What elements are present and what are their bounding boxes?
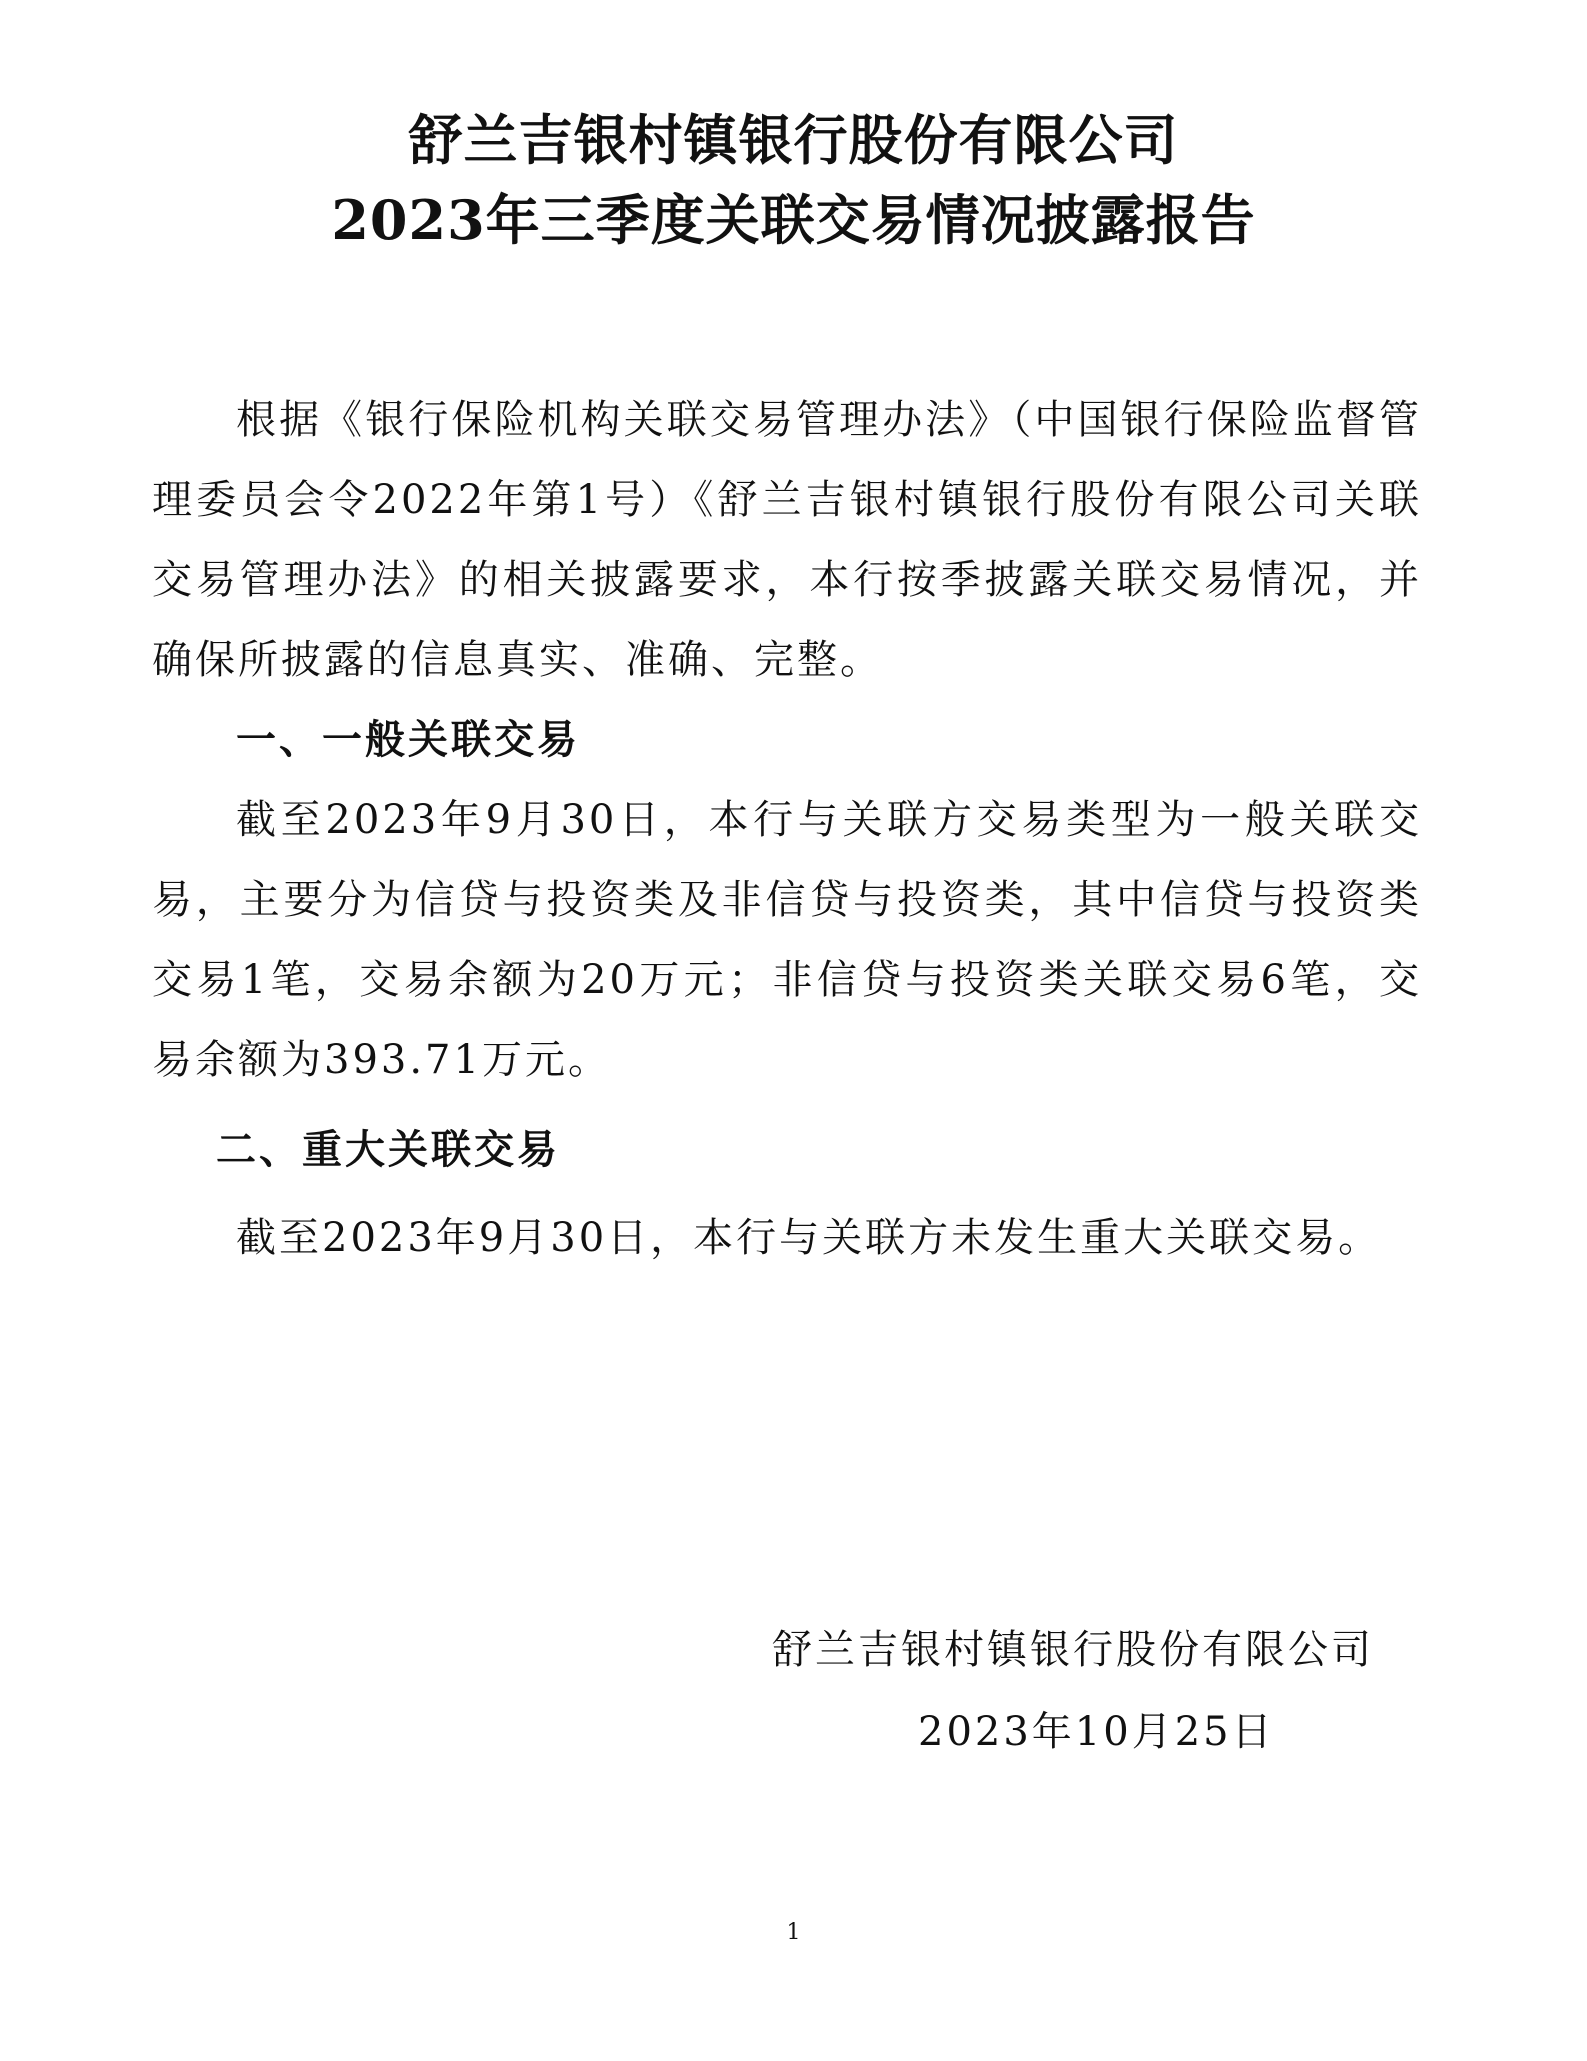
document-title-line2: 2023年三季度关联交易情况披露报告 xyxy=(331,188,1256,252)
document-title-line1: 舒兰吉银村镇银行股份有限公司 xyxy=(408,108,1179,172)
signature-date: 2023年10月25日 xyxy=(918,1709,1275,1755)
section1-heading: 一、一般关联交易 xyxy=(236,716,580,763)
section2-heading: 二、重大关联交易 xyxy=(216,1126,560,1173)
intro-paragraph: 根据《银行保险机构关联交易管理办法》（中国银行保险监督管理委员会令2022年第1号）《舒兰吉银村镇银行股份有限公司关联交易管理办法》的相关披露要求，本行按季披露关联交易情况，并确保所披露的信息真实、准确、完整。 xyxy=(152,397,1422,683)
section1-paragraph: 截至2023年9月30日，本行与关联方交易类型为一般关联交易，主要分为信贷与投资类及非信贷与投资类，其中信贷与投资类交易1笔，交易余额为20万元；非信贷与投资类关联交易6笔，交易余额为393.71万元。 xyxy=(152,797,1422,1083)
section2-paragraph: 截至2023年9月30日，本行与关联方未发生重大关联交易。 xyxy=(236,1215,1382,1261)
signature-organization: 舒兰吉银村镇银行股份有限公司 xyxy=(772,1627,1374,1673)
page-number: 1 xyxy=(786,1920,801,1945)
